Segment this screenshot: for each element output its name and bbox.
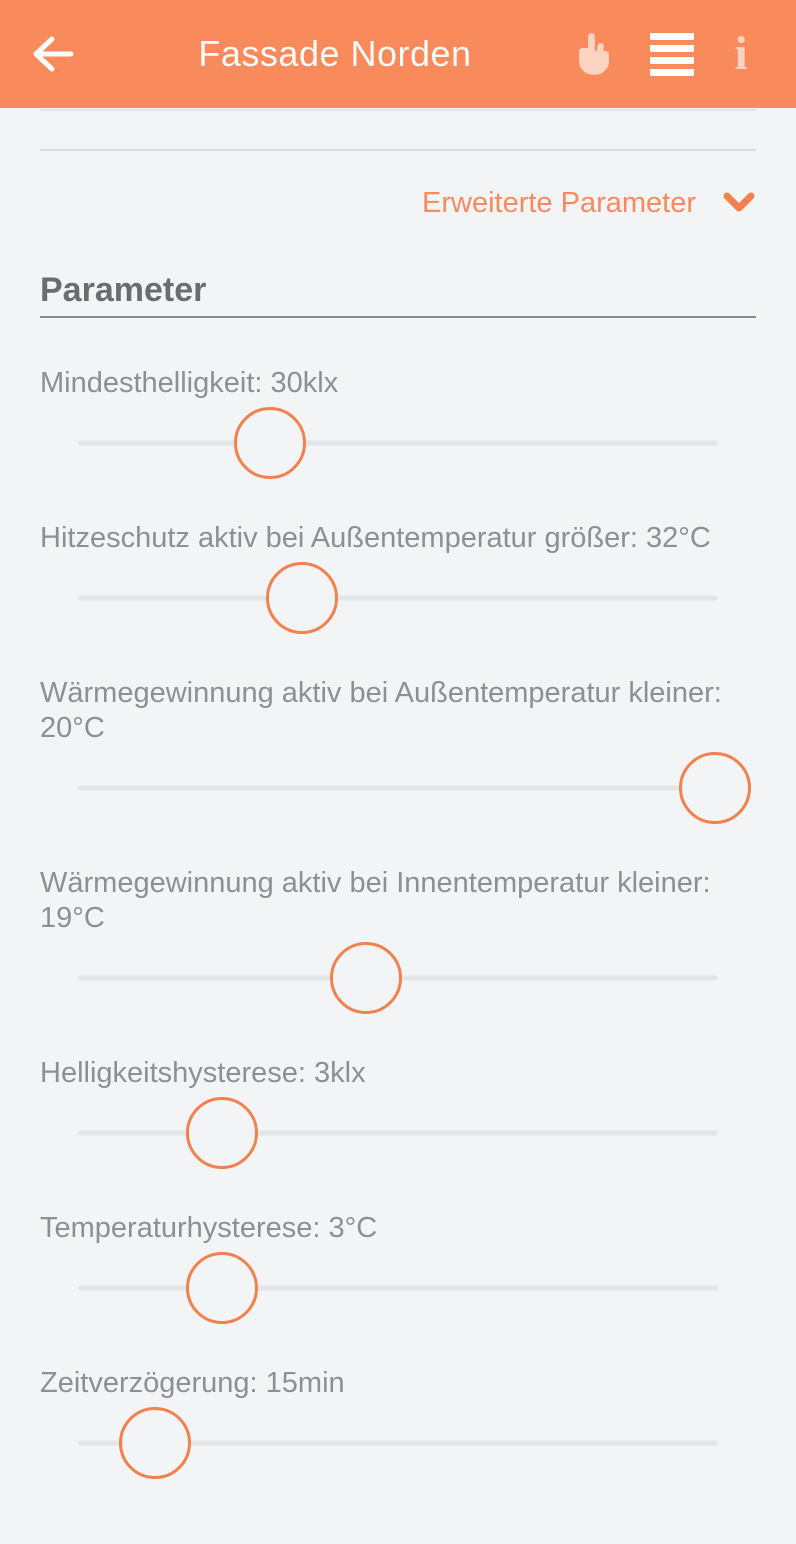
slider-row <box>40 1211 756 1330</box>
slider-track[interactable] <box>78 441 718 446</box>
slider-thumb[interactable] <box>186 1097 258 1169</box>
app-header <box>0 0 796 108</box>
slider-track[interactable] <box>78 786 718 791</box>
pointer-hand-icon <box>574 28 620 80</box>
slider-label: Wärmegewinnung aktiv bei Innentemperatur kleiner: 19°C <box>40 867 711 934</box>
slider-row <box>40 676 756 830</box>
slider-area <box>40 1246 756 1330</box>
slider-area <box>40 936 756 1020</box>
header-actions <box>566 20 766 88</box>
slider-label: Mindesthelligkeit: 30klx <box>40 367 339 399</box>
slider-label: Zeitverzögerung: 15min <box>40 1367 345 1399</box>
slider-area <box>40 401 756 485</box>
advanced-parameters-label: Erweiterte Parameter <box>422 186 696 219</box>
slider-row <box>40 1366 756 1485</box>
hamburger-menu-icon <box>650 33 694 76</box>
slider-area <box>40 746 756 830</box>
slider-label: Temperaturhysterese: 3°C <box>40 1212 378 1244</box>
slider-label: Wärmegewinnung aktiv bei Außentemperatur kleiner: 20°C <box>40 677 722 744</box>
slider-track[interactable] <box>78 1286 718 1291</box>
content <box>0 109 796 1485</box>
back-button[interactable] <box>22 27 84 81</box>
pointer-hand-button[interactable] <box>566 20 628 88</box>
slider-row <box>40 521 756 640</box>
top-divider <box>40 109 756 111</box>
parameter-section-title: Parameter <box>40 271 756 318</box>
slider-area <box>40 1091 756 1175</box>
slider-thumb[interactable] <box>186 1252 258 1324</box>
page-title: Fassade Norden <box>198 33 472 74</box>
info-button[interactable] <box>716 22 766 86</box>
info-icon: i <box>734 27 748 80</box>
slider-area <box>40 556 756 640</box>
slider-thumb[interactable] <box>266 562 338 634</box>
slider-thumb[interactable] <box>330 942 402 1014</box>
slider-thumb[interactable] <box>679 752 751 824</box>
slider-row <box>40 866 756 1020</box>
slider-area <box>40 1401 756 1485</box>
slider-track[interactable] <box>78 596 718 601</box>
menu-button[interactable] <box>642 25 702 84</box>
slider-row <box>40 1056 756 1175</box>
advanced-parameters-link[interactable] <box>40 179 756 227</box>
slider-track[interactable] <box>78 1131 718 1136</box>
slider-thumb[interactable] <box>119 1407 191 1479</box>
section-divider <box>40 149 756 151</box>
slider-list <box>40 366 756 1485</box>
slider-thumb[interactable] <box>234 407 306 479</box>
slider-label: Hitzeschutz aktiv bei Außentemperatur größer: 32°C <box>40 522 711 554</box>
slider-row <box>40 366 756 485</box>
back-arrow-icon <box>30 35 76 73</box>
chevron-down-icon <box>722 192 756 214</box>
slider-label: Helligkeitshysterese: 3klx <box>40 1057 366 1089</box>
